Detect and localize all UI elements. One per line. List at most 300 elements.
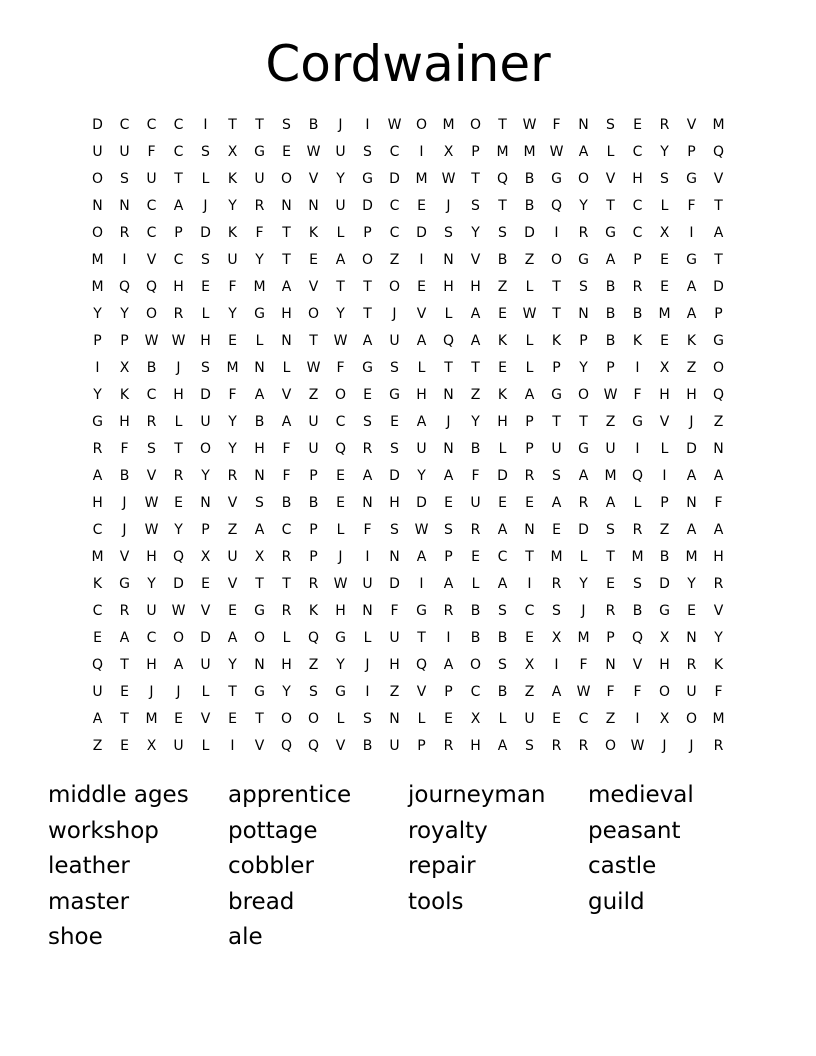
grid-letter: S (498, 603, 507, 619)
grid-letter: N (443, 252, 454, 268)
grid-letter: Y (336, 657, 345, 673)
grid-letter: S (498, 225, 507, 241)
grid-letter: V (713, 603, 724, 619)
grid-letter: N (713, 441, 724, 457)
grid-letter: X (443, 144, 454, 160)
grid-letter: K (551, 333, 562, 349)
grid-letter: W (333, 576, 348, 592)
grid-letter: J (176, 360, 181, 376)
grid-letter: T (444, 360, 453, 376)
grid-letter: P (309, 549, 318, 565)
grid-letter: S (120, 171, 129, 187)
grid-letter: B (605, 279, 616, 295)
grid-letter: N (686, 630, 697, 646)
grid-letter: T (579, 414, 588, 430)
grid-letter: E (228, 711, 237, 727)
grid-letter: O (577, 171, 590, 187)
grid-letter: H (632, 171, 643, 187)
grid-letter: H (119, 414, 130, 430)
grid-letter: D (578, 522, 589, 538)
grid-letter: J (203, 198, 208, 214)
grid-letter: E (174, 711, 183, 727)
grid-letter: T (525, 549, 534, 565)
grid-letter: H (497, 414, 508, 430)
grid-letter: Z (389, 252, 400, 268)
grid-letter: O (280, 711, 293, 727)
grid-letter: O (199, 441, 212, 457)
grid-letter: O (712, 360, 725, 376)
grid-letter: P (606, 630, 615, 646)
grid-letter: G (686, 171, 697, 187)
grid-letter: K (497, 387, 508, 403)
grid-letter: I (662, 468, 667, 484)
grid-letter: F (606, 684, 615, 700)
grid-letter: M (685, 549, 698, 565)
grid-letter: T (552, 306, 561, 322)
grid-letter: T (309, 333, 318, 349)
grid-letter: B (605, 306, 616, 322)
grid-letter: U (605, 441, 616, 457)
grid-letter: A (713, 468, 724, 484)
grid-letter: O (604, 738, 617, 754)
grid-letter: G (389, 387, 400, 403)
word-list-item: guild (588, 888, 645, 915)
grid-letter: N (92, 198, 103, 214)
grid-letter: C (632, 144, 643, 160)
grid-letter: J (365, 657, 370, 673)
grid-letter: N (254, 360, 265, 376)
grid-letter: D (389, 468, 400, 484)
grid-letter: P (444, 549, 453, 565)
grid-letter: W (630, 738, 645, 754)
grid-letter: Y (660, 144, 669, 160)
grid-letter: R (443, 603, 454, 619)
grid-letter: A (416, 549, 427, 565)
grid-row (84, 328, 732, 355)
grid-letter: V (605, 171, 616, 187)
grid-letter: Q (712, 144, 725, 160)
grid-letter: H (281, 306, 292, 322)
grid-letter: Y (93, 306, 102, 322)
grid-letter: Y (147, 576, 156, 592)
grid-letter: J (176, 684, 181, 700)
grid-letter: D (173, 576, 184, 592)
grid-letter: A (173, 198, 184, 214)
grid-letter: H (389, 495, 400, 511)
grid-letter: B (497, 630, 508, 646)
grid-letter: P (525, 414, 534, 430)
grid-letter: N (443, 441, 454, 457)
grid-letter: F (390, 603, 399, 619)
grid-letter: Z (389, 684, 400, 700)
grid-letter: O (334, 387, 347, 403)
grid-letter: X (146, 738, 157, 754)
grid-letter: T (714, 252, 723, 268)
grid-letter: H (443, 279, 454, 295)
grid-letter: P (714, 306, 723, 322)
grid-letter: Y (471, 225, 480, 241)
grid-letter: P (309, 522, 318, 538)
word-list-item: apprentice (228, 782, 352, 808)
grid-letter: V (632, 657, 643, 673)
grid-letter: E (336, 468, 345, 484)
grid-letter: Z (524, 252, 535, 268)
grid-row (84, 652, 732, 679)
grid-row (84, 571, 732, 598)
grid-letter: K (92, 576, 103, 592)
grid-letter: M (226, 360, 239, 376)
grid-letter: B (470, 630, 481, 646)
grid-letter: S (444, 522, 453, 538)
grid-letter: N (119, 198, 130, 214)
grid-letter: W (387, 117, 402, 133)
grid-letter: L (633, 495, 642, 511)
grid-letter: A (443, 576, 454, 592)
grid-letter: I (635, 711, 640, 727)
word-list-item: castle (588, 853, 657, 879)
grid-letter: T (363, 279, 372, 295)
grid-letter: E (174, 495, 183, 511)
grid-letter: S (471, 198, 480, 214)
grid-letter: M (712, 117, 725, 133)
grid-letter: V (308, 279, 319, 295)
grid-letter: S (363, 711, 372, 727)
grid-letter: C (497, 549, 508, 565)
grid-letter: O (280, 171, 293, 187)
grid-letter: B (632, 603, 643, 619)
grid-letter: X (227, 144, 238, 160)
grid-letter: K (497, 333, 508, 349)
grid-letter: S (390, 522, 399, 538)
grid-letter: H (470, 738, 481, 754)
grid-letter: Q (442, 333, 455, 349)
grid-letter: D (92, 117, 103, 133)
grid-letter: E (228, 333, 237, 349)
grid-letter: L (606, 144, 615, 160)
grid-letter: L (255, 333, 264, 349)
grid-letter: X (659, 360, 670, 376)
grid-letter: A (281, 414, 292, 430)
grid-letter: E (498, 495, 507, 511)
grid-letter: E (120, 738, 129, 754)
grid-letter: R (632, 279, 643, 295)
grid-letter: I (365, 117, 370, 133)
grid-letter: R (119, 603, 130, 619)
grid-letter: U (227, 252, 238, 268)
grid-letter: O (253, 630, 266, 646)
grid-letter: I (203, 117, 208, 133)
grid-letter: O (658, 684, 671, 700)
grid-letter: G (254, 603, 265, 619)
grid-letter: D (524, 225, 535, 241)
grid-letter: U (416, 441, 427, 457)
grid-row (84, 274, 732, 301)
word-list-item: ale (228, 924, 263, 950)
grid-letter: M (550, 549, 563, 565)
grid-letter: L (417, 360, 426, 376)
grid-letter: J (446, 414, 451, 430)
grid-letter: X (659, 711, 670, 727)
grid-letter: R (173, 468, 184, 484)
grid-letter: E (525, 630, 534, 646)
grid-letter: W (576, 684, 591, 700)
grid-letter: N (578, 306, 589, 322)
grid-letter: M (91, 252, 104, 268)
grid-letter: I (419, 252, 424, 268)
grid-letter: P (525, 441, 534, 457)
grid-letter: B (632, 306, 643, 322)
grid-letter: S (390, 441, 399, 457)
grid-letter: Z (308, 387, 319, 403)
grid-letter: T (228, 684, 237, 700)
grid-letter: J (122, 495, 127, 511)
grid-letter: M (91, 549, 104, 565)
grid-row (84, 625, 732, 652)
grid-letter: C (146, 630, 157, 646)
grid-letter: P (552, 360, 561, 376)
grid-letter: G (335, 684, 346, 700)
grid-letter: P (120, 333, 129, 349)
grid-letter: M (604, 468, 617, 484)
grid-letter: M (91, 279, 104, 295)
grid-letter: F (120, 441, 129, 457)
grid-letter: A (227, 630, 238, 646)
grid-letter: Y (336, 306, 345, 322)
grid-letter: E (336, 495, 345, 511)
grid-row (84, 193, 732, 220)
grid-letter: A (92, 711, 103, 727)
grid-letter: L (282, 630, 291, 646)
grid-letter: M (253, 279, 266, 295)
grid-letter: E (282, 144, 291, 160)
grid-letter: U (308, 414, 319, 430)
grid-letter: Y (687, 576, 696, 592)
grid-letter: Z (605, 711, 616, 727)
grid-letter: B (470, 441, 481, 457)
grid-letter: U (389, 630, 400, 646)
grid-letter: G (551, 387, 562, 403)
grid-letter: P (174, 225, 183, 241)
grid-letter: R (119, 225, 130, 241)
grid-letter: H (173, 387, 184, 403)
grid-letter: Y (174, 522, 183, 538)
word-list-item: journeyman (408, 782, 546, 808)
grid-letter: A (713, 522, 724, 538)
grid-row (84, 463, 732, 490)
grid-letter: H (470, 279, 481, 295)
grid-letter: J (581, 603, 586, 619)
grid-letter: D (200, 387, 211, 403)
grid-letter: T (336, 279, 345, 295)
grid-letter: C (146, 225, 157, 241)
grid-letter: V (659, 414, 670, 430)
grid-letter: I (689, 225, 694, 241)
grid-letter: T (498, 198, 507, 214)
grid-letter: N (362, 495, 373, 511)
grid-letter: T (255, 117, 264, 133)
grid-letter: Z (227, 522, 238, 538)
grid-letter: F (336, 360, 345, 376)
grid-letter: S (444, 225, 453, 241)
grid-letter: W (306, 360, 321, 376)
grid-letter: S (201, 252, 210, 268)
grid-letter: A (686, 468, 697, 484)
grid-letter: G (362, 360, 373, 376)
grid-letter: Y (120, 306, 129, 322)
grid-letter: B (524, 171, 535, 187)
grid-letter: J (122, 522, 127, 538)
grid-letter: V (416, 306, 427, 322)
grid-letter: B (146, 360, 157, 376)
grid-letter: E (363, 387, 372, 403)
grid-letter: M (145, 711, 158, 727)
grid-letter: D (389, 171, 400, 187)
grid-letter: L (525, 333, 534, 349)
grid-letter: F (255, 225, 264, 241)
grid-letter: R (362, 441, 373, 457)
grid-letter: I (365, 684, 370, 700)
grid-row (84, 382, 732, 409)
grid-letter: H (659, 657, 670, 673)
grid-letter: A (524, 387, 535, 403)
grid-letter: E (687, 603, 696, 619)
grid-letter: I (365, 549, 370, 565)
grid-letter: G (578, 252, 589, 268)
grid-letter: T (120, 657, 129, 673)
grid-letter: E (444, 495, 453, 511)
grid-letter: U (173, 738, 184, 754)
grid-row (84, 355, 732, 382)
grid-letter: Q (631, 630, 644, 646)
grid-letter: U (470, 495, 481, 511)
grid-letter: L (498, 711, 507, 727)
grid-letter: P (417, 738, 426, 754)
grid-letter: H (659, 387, 670, 403)
grid-letter: E (660, 252, 669, 268)
grid-letter: A (497, 738, 508, 754)
grid-letter: P (363, 225, 372, 241)
grid-letter: J (338, 117, 343, 133)
grid-letter: U (254, 171, 265, 187)
grid-letter: A (686, 522, 697, 538)
grid-letter: F (282, 441, 291, 457)
grid-letter: J (149, 684, 154, 700)
grid-letter: C (119, 117, 130, 133)
grid-letter: Y (579, 198, 588, 214)
grid-letter: V (281, 387, 292, 403)
grid-letter: U (146, 171, 157, 187)
grid-letter: W (144, 495, 159, 511)
grid-letter: B (119, 468, 130, 484)
grid-row (84, 544, 732, 571)
grid-letter: Q (118, 279, 131, 295)
word-list-item: peasant (588, 817, 681, 844)
grid-letter: I (554, 225, 559, 241)
grid-row (84, 112, 732, 139)
grid-letter: A (713, 225, 724, 241)
grid-letter: B (362, 738, 373, 754)
grid-letter: E (633, 117, 642, 133)
grid-letter: R (551, 738, 562, 754)
grid-letter: T (606, 198, 615, 214)
grid-letter: Z (524, 684, 535, 700)
grid-letter: I (446, 630, 451, 646)
grid-letter: Y (93, 387, 102, 403)
grid-letter: X (659, 630, 670, 646)
grid-letter: L (336, 225, 345, 241)
grid-letter: L (525, 279, 534, 295)
grid-letter: A (92, 468, 103, 484)
grid-letter: A (416, 414, 427, 430)
grid-letter: F (687, 198, 696, 214)
grid-letter: W (549, 144, 564, 160)
grid-letter: S (201, 144, 210, 160)
grid-letter: G (254, 684, 265, 700)
grid-letter: N (308, 198, 319, 214)
grid-letter: W (603, 387, 618, 403)
grid-letter: P (606, 360, 615, 376)
grid-letter: J (446, 198, 451, 214)
grid-letter: U (524, 711, 535, 727)
grid-letter: A (281, 279, 292, 295)
grid-letter: M (631, 549, 644, 565)
grid-letter: C (632, 225, 643, 241)
grid-letter: P (309, 468, 318, 484)
grid-letter: K (308, 225, 319, 241)
grid-letter: A (362, 333, 373, 349)
grid-letter: Y (714, 630, 723, 646)
grid-letter: A (551, 495, 562, 511)
grid-letter: M (496, 144, 509, 160)
grid-letter: I (527, 576, 532, 592)
grid-letter: F (147, 144, 156, 160)
grid-row (84, 679, 732, 706)
grid-letter: I (635, 441, 640, 457)
grid-letter: N (686, 495, 697, 511)
grid-letter: N (281, 333, 292, 349)
grid-letter: A (254, 387, 265, 403)
grid-letter: H (146, 657, 157, 673)
grid-letter: O (307, 306, 320, 322)
grid-letter: Z (497, 279, 508, 295)
grid-letter: T (228, 117, 237, 133)
grid-row (84, 733, 732, 760)
grid-letter: Q (172, 549, 185, 565)
grid-letter: A (416, 333, 427, 349)
grid-letter: S (498, 657, 507, 673)
grid-letter: Q (415, 657, 428, 673)
grid-letter: R (281, 549, 292, 565)
grid-letter: T (471, 171, 480, 187)
grid-letter: T (174, 171, 183, 187)
grid-letter: E (201, 279, 210, 295)
grid-letter: Y (228, 198, 237, 214)
grid-letter: L (363, 630, 372, 646)
grid-letter: C (146, 387, 157, 403)
grid-letter: K (632, 333, 643, 349)
grid-letter: A (443, 468, 454, 484)
grid-letter: L (417, 711, 426, 727)
grid-letter: U (92, 684, 103, 700)
grid-letter: D (362, 198, 373, 214)
grid-letter: N (254, 468, 265, 484)
grid-letter: R (551, 576, 562, 592)
grid-letter: L (525, 360, 534, 376)
grid-letter: P (633, 252, 642, 268)
grid-letter: C (524, 603, 535, 619)
grid-letter: S (606, 522, 615, 538)
word-list-item: bread (228, 888, 295, 915)
